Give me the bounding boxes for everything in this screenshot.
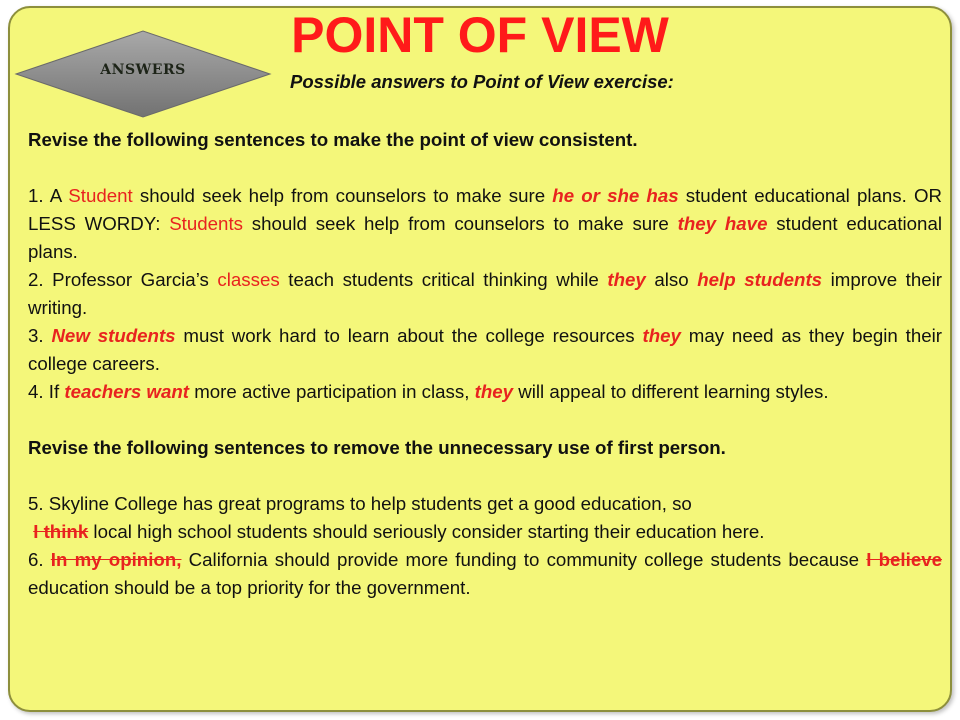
answer-item-1: 1. A Student should seek help from counselors to make sure he or she has student educational plans. OR LESS WORDY: Students should seek help from counselors to make sure they have student educational plans. bbox=[28, 185, 942, 262]
exercise-body bbox=[28, 126, 942, 602]
answers-badge: ANSWERS bbox=[100, 62, 186, 78]
answer-item-4: 4. If teachers want more active participation in class, they will appeal to different learning styles. bbox=[28, 381, 829, 402]
section-heading-consistent: Revise the following sentences to make the point of view consistent. bbox=[28, 129, 638, 150]
answer-item-5: 5. Skyline College has great programs to help students get a good education, so I think local high school students should seriously consider starting their education here. bbox=[28, 493, 765, 542]
page-title: POINT OF VIEW bbox=[291, 7, 669, 63]
subtitle: Possible answers to Point of View exercise: bbox=[290, 71, 674, 92]
answer-item-2: 2. Professor Garcia’s classes teach students critical thinking while they also help students improve their writing. bbox=[28, 269, 942, 318]
answer-item-6: 6. In my opinion, California should provide more funding to community college students because I believe education should be a top priority for the government. bbox=[28, 549, 942, 598]
answer-item-3: 3. New students must work hard to learn about the college resources they may need as they begin their college careers. bbox=[28, 325, 942, 374]
section-heading-first-person: Revise the following sentences to remove the unnecessary use of first person. bbox=[28, 437, 726, 458]
